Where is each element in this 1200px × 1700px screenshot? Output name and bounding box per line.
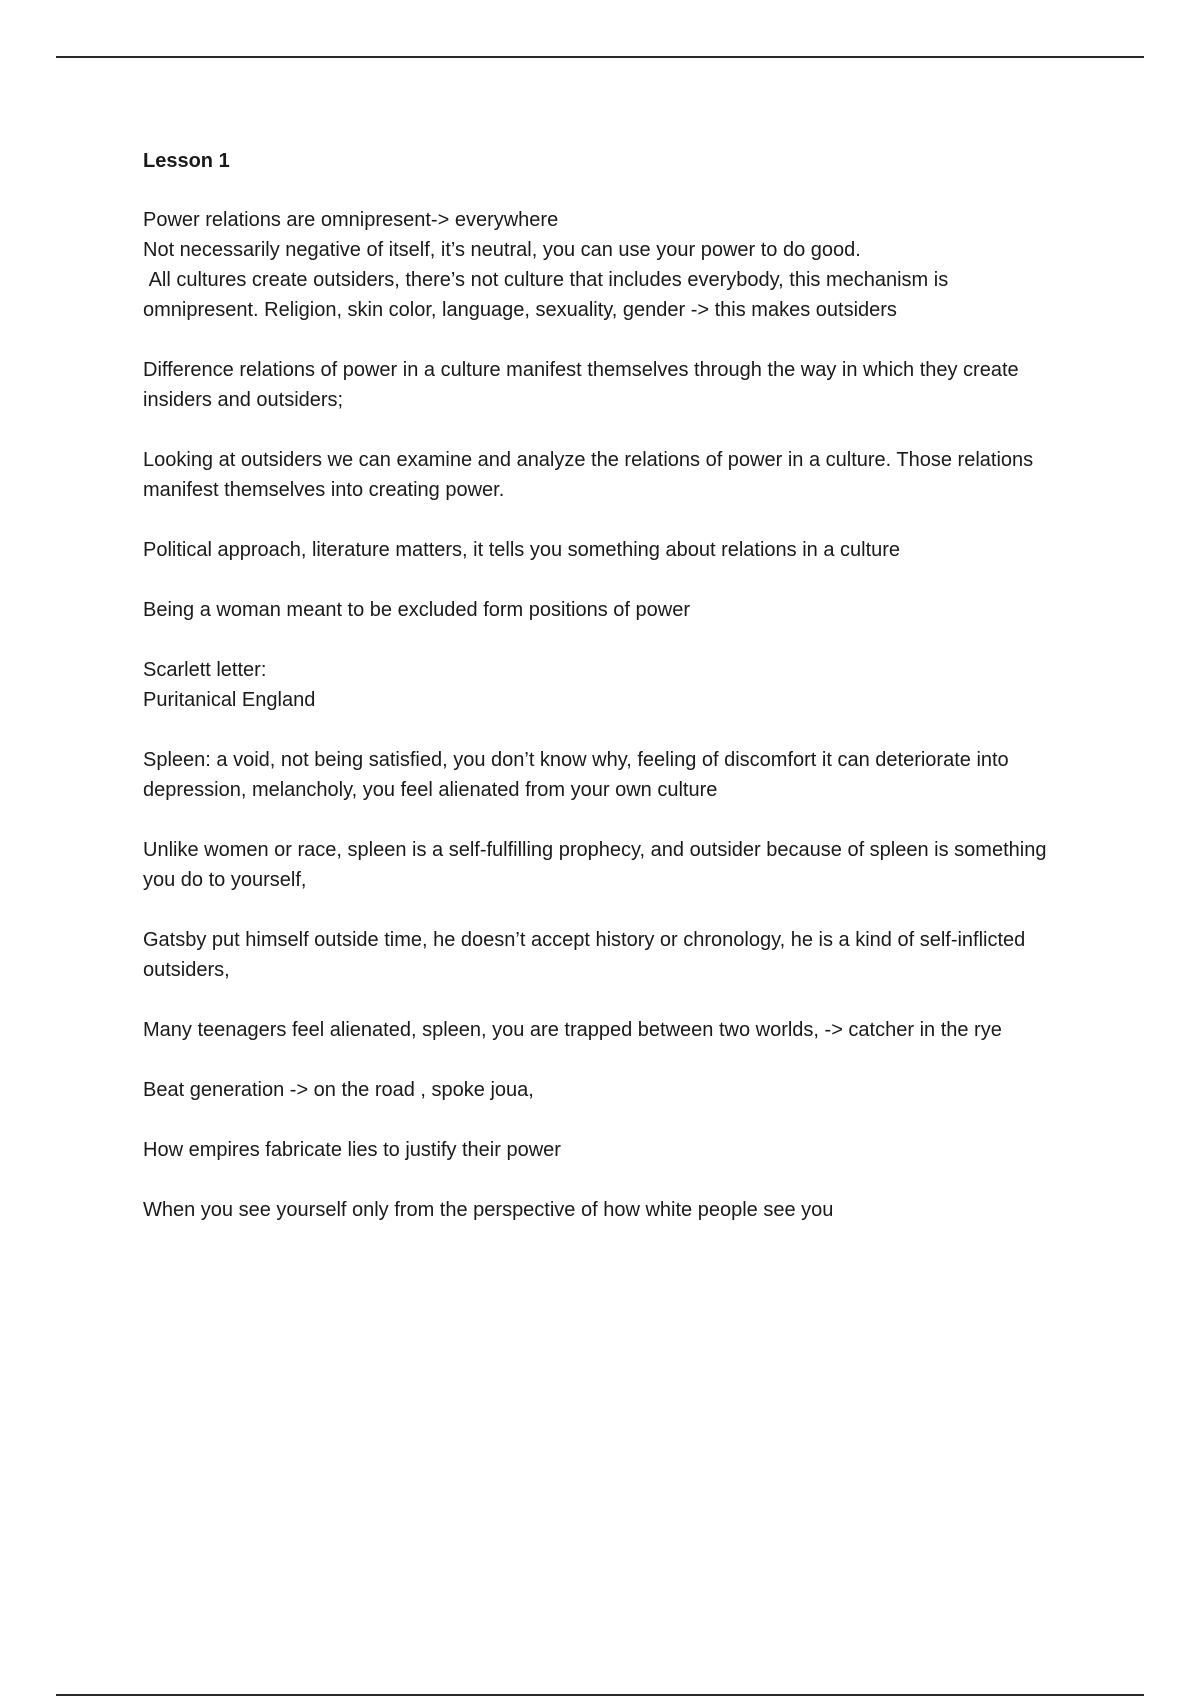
paragraph-line: Puritanical England bbox=[143, 689, 316, 711]
paragraph-being-a-woman bbox=[143, 595, 1058, 625]
paragraph-teenagers bbox=[143, 1015, 1058, 1045]
paragraph-unlike-women bbox=[143, 835, 1058, 895]
paragraph-line: Not necessarily negative of itself, it’s neutral, you can use your power to do good. bbox=[143, 239, 861, 261]
paragraph-perspective bbox=[143, 1195, 1058, 1225]
paragraph-line: Looking at outsiders we can examine and analyze the relations of power in a culture. Those relations manifest themselves into creating power. bbox=[143, 449, 1039, 501]
paragraph-line: Unlike women or race, spleen is a self-fulfilling prophecy, and outsider because of spleen is something you do to yourself, bbox=[143, 839, 1053, 891]
paragraph-line: Many teenagers feel alienated, spleen, you are trapped between two worlds, -> catcher in the rye bbox=[143, 1019, 1002, 1041]
document-body bbox=[143, 146, 1058, 1255]
paragraph-beat-generation bbox=[143, 1075, 1058, 1105]
paragraph-line: Gatsby put himself outside time, he doesn’t accept history or chronology, he is a kind of self-inflicted outsiders, bbox=[143, 929, 1031, 981]
footer-rule bbox=[56, 1694, 1144, 1696]
paragraph-line: When you see yourself only from the perspective of how white people see you bbox=[143, 1199, 834, 1221]
header-rule bbox=[56, 56, 1144, 58]
paragraph-line: Being a woman meant to be excluded form positions of power bbox=[143, 599, 690, 621]
paragraph-line: All cultures create outsiders, there’s not culture that includes everybody, this mechanism is omnipresent. Religion, skin color, language, sexuality, gender -> this makes outsiders bbox=[143, 269, 954, 321]
paragraph-power-relations bbox=[143, 205, 1058, 325]
lesson-heading: Lesson 1 bbox=[143, 150, 230, 172]
paragraph-political-approach bbox=[143, 535, 1058, 565]
paragraph-line: Scarlett letter: bbox=[143, 659, 267, 681]
paragraph-line: How empires fabricate lies to justify their power bbox=[143, 1139, 561, 1161]
paragraph-line: Difference relations of power in a culture manifest themselves through the way in which they create insiders and outsiders; bbox=[143, 359, 1025, 411]
paragraph-gatsby bbox=[143, 925, 1058, 985]
paragraph-line: Power relations are omnipresent-> everywhere bbox=[143, 209, 559, 231]
paragraph-difference-relations bbox=[143, 355, 1058, 415]
paragraph-looking-at-outsiders bbox=[143, 445, 1058, 505]
paragraph-empires bbox=[143, 1135, 1058, 1165]
paragraph-line: Political approach, literature matters, it tells you something about relations in a culture bbox=[143, 539, 901, 561]
paragraph-spleen bbox=[143, 745, 1058, 805]
paragraph-line: Beat generation -> on the road , spoke joua, bbox=[143, 1079, 534, 1101]
paragraph-line: Spleen: a void, not being satisfied, you don’t know why, feeling of discomfort it can deteriorate into depression, melancholy, you feel alienated from your own culture bbox=[143, 749, 1015, 801]
paragraph-scarlett-letter bbox=[143, 655, 1058, 715]
